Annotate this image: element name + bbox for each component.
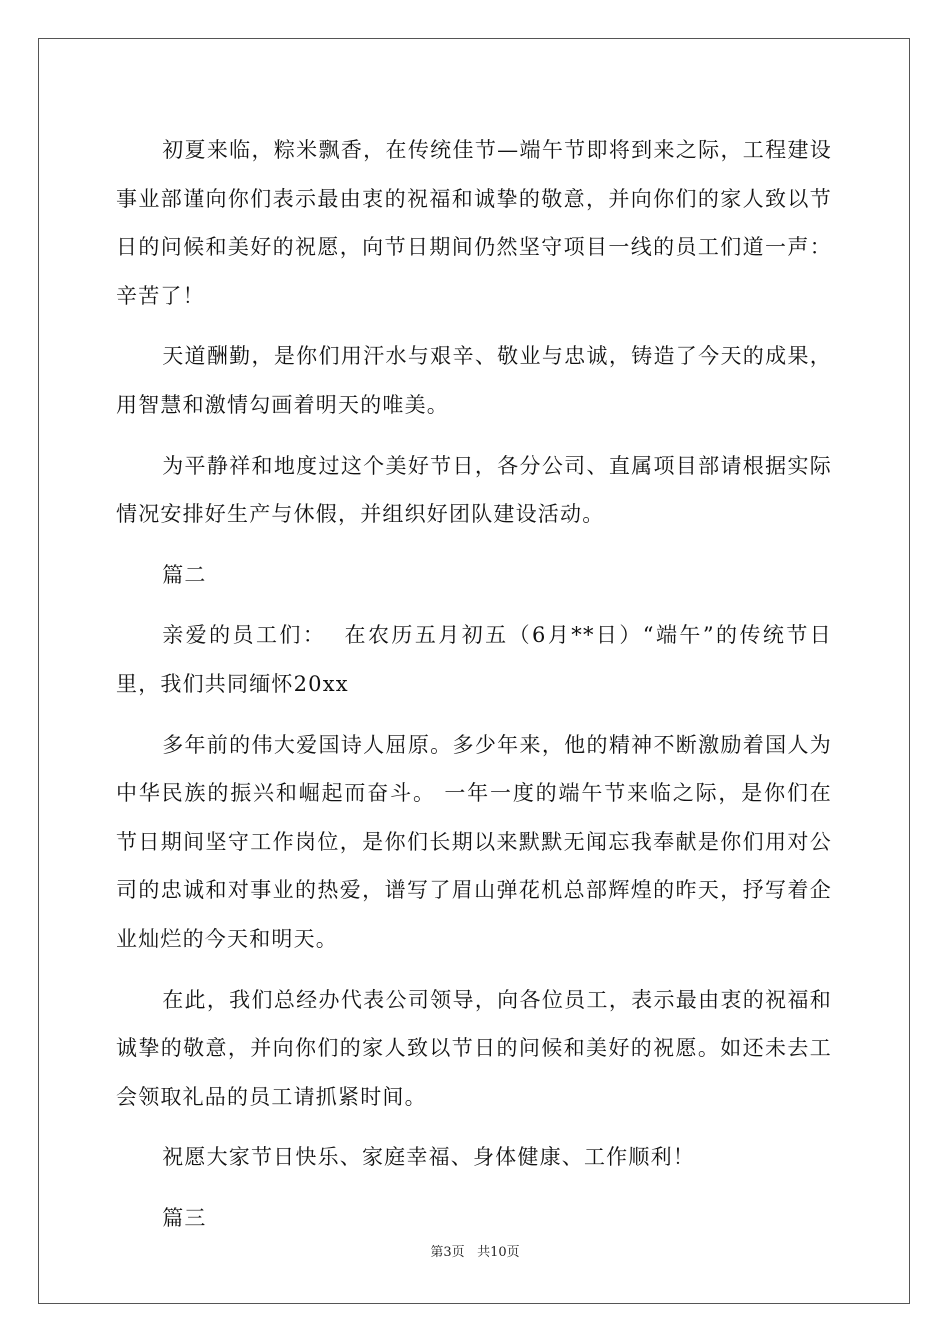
page-footer <box>0 1244 950 1262</box>
document-body <box>116 126 832 1254</box>
paragraph: 初夏来临，粽米飘香，在传统佳节—端午节即将到来之际，工程建设事业部谨向你们表示最由衷的祝福和诚挚的敬意，并向你们的家人致以节日的问候和美好的祝愿，向节日期间仍然坚守项目一线的员工们道一声：辛苦了！ <box>116 138 832 308</box>
section-heading: 篇三 <box>162 1205 207 1230</box>
paragraph: 天道酬勤，是你们用汗水与艰辛、敬业与忠诚，铸造了今天的成果，用智慧和激情勾画着明天的唯美。 <box>116 344 832 417</box>
paragraph: 亲爱的员工们： 在农历五月初五（6月**日）“端午”的传统节日里，我们共同缅怀20xx <box>116 623 832 696</box>
page-total: 共10页 <box>477 1245 520 1260</box>
section-heading: 篇二 <box>162 562 207 587</box>
paragraph: 在此，我们总经办代表公司领导，向各位员工，表示最由衷的祝福和诚挚的敬意，并向你们的家人致以节日的问候和美好的祝愿。如还未去工会领取礼品的员工请抓紧时间。 <box>116 987 832 1109</box>
page-number: 第3页 <box>430 1245 465 1260</box>
paragraph: 多年前的伟大爱国诗人屈原。多少年来，他的精神不断激励着国人为中华民族的振兴和崛起而奋斗。 一年一度的端午节来临之际，是你们在节日期间坚守工作岗位，是你们长期以来默默无闻忘我奉献是你们用对公司的忠诚和对事业的热爱，谱写了眉山弹花机总部辉煌的昨天，抒写着企业灿烂的今天和明天。 <box>116 732 832 951</box>
paragraph: 为平静祥和地度过这个美好节日，各分公司、直属项目部请根据实际情况安排好生产与休假，并组织好团队建设活动。 <box>116 453 832 527</box>
paragraph: 祝愿大家节日快乐、家庭幸福、身体健康、工作顺利！ <box>162 1145 695 1170</box>
